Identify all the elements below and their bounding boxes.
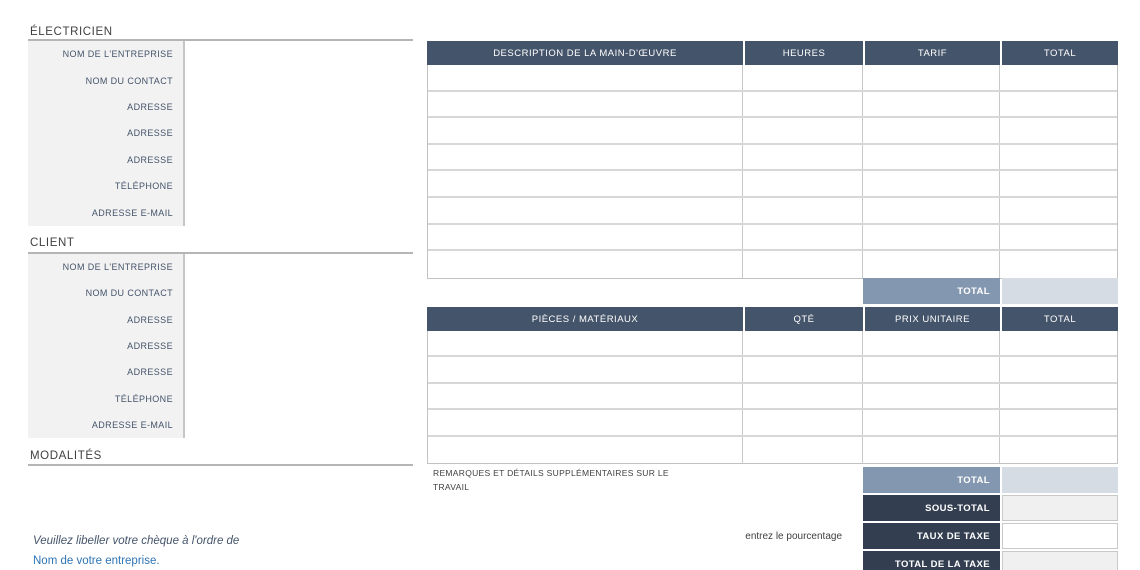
labor-header-description: DESCRIPTION DE LA MAIN-D'ŒUVRE	[493, 47, 677, 59]
section-divider	[28, 464, 413, 466]
parts-table-row	[428, 437, 1117, 463]
labor-total-value[interactable]	[1002, 278, 1118, 304]
summary-label-taux-de-taxe: TAUX DE TAXE	[863, 523, 1000, 549]
parts-table-row	[428, 410, 1117, 436]
form-field-value-input[interactable]	[185, 120, 413, 146]
labor-header-total: TOTAL	[1000, 41, 1118, 65]
summary-label-sous-total: SOUS-TOTAL	[863, 495, 1000, 521]
labor-table-row	[428, 92, 1117, 119]
form-field-value-input[interactable]	[185, 173, 413, 199]
electrician-section-title: ÉLECTRICIEN	[30, 26, 113, 38]
remarks-label: REMARQUES ET DÉTAILS SUPPLÉMENTAIRES SUR LE TRAVAIL	[433, 468, 669, 493]
labor-cell[interactable]	[428, 225, 743, 250]
labor-cell[interactable]	[863, 145, 1000, 170]
labor-total-row	[863, 278, 1118, 304]
form-field-row	[28, 173, 413, 199]
parts-header-description: PIÈCES / MATÉRIAUX	[531, 313, 639, 325]
summary-label-total-de-la-taxe: TOTAL DE LA TAXE	[863, 551, 1000, 570]
labor-table	[427, 41, 1118, 279]
summary-row-total-de-la-taxe	[863, 551, 1118, 570]
summary-value-total[interactable]	[1002, 467, 1118, 493]
labor-table-row	[428, 251, 1117, 278]
form-field-value-input[interactable]	[185, 333, 413, 359]
parts-cell[interactable]	[743, 357, 863, 381]
form-field-row	[28, 200, 413, 226]
parts-cell[interactable]	[1000, 357, 1117, 381]
parts-cell[interactable]	[428, 331, 743, 355]
labor-cell[interactable]	[1000, 225, 1117, 250]
form-field-value-input[interactable]	[185, 147, 413, 173]
form-field-label: NOM DU CONTACT	[28, 280, 185, 306]
labor-cell[interactable]	[743, 171, 863, 196]
form-field-row	[28, 254, 413, 280]
labor-cell[interactable]	[863, 198, 1000, 223]
form-field-value-input[interactable]	[185, 94, 413, 120]
parts-cell[interactable]	[428, 384, 743, 408]
form-field-label: ADRESSE	[28, 359, 185, 385]
labor-cell[interactable]	[863, 92, 1000, 117]
parts-cell[interactable]	[863, 384, 1000, 408]
labor-table-row	[428, 145, 1117, 172]
labor-cell[interactable]	[1000, 198, 1117, 223]
summary-row-total	[863, 467, 1118, 493]
parts-cell[interactable]	[743, 410, 863, 434]
form-field-value-input[interactable]	[185, 67, 413, 93]
labor-table-row	[428, 225, 1117, 252]
modalites-section-title: MODALITÉS	[30, 450, 102, 462]
parts-cell[interactable]	[1000, 437, 1117, 463]
form-field-value-input[interactable]	[185, 307, 413, 333]
parts-table	[427, 307, 1118, 464]
labor-cell[interactable]	[863, 118, 1000, 143]
form-field-row	[28, 120, 413, 146]
summary-row-taux-de-taxe	[863, 523, 1118, 549]
form-field-label: NOM DE L'ENTREPRISE	[28, 41, 185, 67]
labor-cell[interactable]	[428, 251, 743, 278]
parts-cell[interactable]	[1000, 384, 1117, 408]
form-field-row	[28, 385, 413, 411]
form-field-label: ADRESSE	[28, 94, 185, 120]
labor-cell[interactable]	[428, 65, 743, 90]
parts-cell[interactable]	[428, 357, 743, 381]
form-field-row	[28, 147, 413, 173]
labor-table-row	[428, 171, 1117, 198]
labor-cell[interactable]	[863, 65, 1000, 90]
labor-table-header	[427, 41, 1118, 65]
form-field-row	[28, 412, 413, 438]
form-field-label: ADRESSE E-MAIL	[28, 412, 185, 438]
company-name-note: Nom de votre entreprise.	[33, 555, 160, 567]
form-field-value-input[interactable]	[185, 359, 413, 385]
parts-header-unit-price: PRIX UNITAIRE	[863, 307, 1000, 331]
summary-value-total-de-la-taxe[interactable]	[1002, 551, 1118, 570]
labor-table-row	[428, 118, 1117, 145]
labor-cell[interactable]	[1000, 118, 1117, 143]
form-field-row	[28, 280, 413, 306]
form-field-value-input[interactable]	[185, 385, 413, 411]
labor-cell[interactable]	[1000, 145, 1117, 170]
labor-table-row	[428, 65, 1117, 92]
labor-table-body	[427, 65, 1118, 279]
parts-table-row	[428, 384, 1117, 410]
parts-table-row	[428, 357, 1117, 383]
labor-header-rate: TARIF	[863, 41, 1000, 65]
form-field-label: ADRESSE	[28, 120, 185, 146]
labor-cell[interactable]	[743, 65, 863, 90]
parts-cell[interactable]	[863, 437, 1000, 463]
parts-cell[interactable]	[428, 410, 743, 434]
parts-table-row	[428, 331, 1117, 357]
labor-cell[interactable]	[428, 198, 743, 223]
labor-header-hours: HEURES	[743, 41, 863, 65]
parts-header-qty: QTÉ	[743, 307, 863, 331]
labor-table-row	[428, 198, 1117, 225]
parts-cell[interactable]	[428, 437, 743, 463]
labor-cell[interactable]	[863, 171, 1000, 196]
form-field-label: ADRESSE	[28, 307, 185, 333]
labor-cell[interactable]	[428, 118, 743, 143]
parts-header-total: TOTAL	[1000, 307, 1118, 331]
form-field-value-input[interactable]	[185, 412, 413, 438]
labor-cell[interactable]	[743, 145, 863, 170]
parts-cell[interactable]	[863, 331, 1000, 355]
labor-cell[interactable]	[428, 145, 743, 170]
labor-total-label: TOTAL	[863, 278, 1000, 304]
check-payable-note: Veuillez libeller votre chèque à l'ordre de	[33, 535, 240, 547]
tax-rate-hint: entrez le pourcentage	[745, 531, 842, 542]
labor-cell[interactable]	[1000, 171, 1117, 196]
parts-table-body	[427, 331, 1118, 464]
form-field-row	[28, 94, 413, 120]
form-field-label: TÉLÉPHONE	[28, 173, 185, 199]
parts-cell[interactable]	[863, 410, 1000, 434]
labor-cell[interactable]	[743, 198, 863, 223]
client-section-title: CLIENT	[30, 237, 75, 249]
labor-cell[interactable]	[743, 118, 863, 143]
summary-value-sous-total[interactable]	[1002, 495, 1118, 521]
electrician-form	[28, 41, 413, 226]
summary-label-total: TOTAL	[863, 467, 1000, 493]
labor-cell[interactable]	[743, 251, 863, 278]
form-field-label: TÉLÉPHONE	[28, 385, 185, 411]
form-field-row	[28, 333, 413, 359]
summary-value-taux-de-taxe[interactable]	[1002, 523, 1118, 549]
labor-cell[interactable]	[428, 171, 743, 196]
labor-cell[interactable]	[863, 225, 1000, 250]
form-field-label: NOM DE L'ENTREPRISE	[28, 254, 185, 280]
form-field-label: ADRESSE	[28, 147, 185, 173]
parts-cell[interactable]	[1000, 410, 1117, 434]
form-field-row	[28, 359, 413, 385]
form-field-value-input[interactable]	[185, 280, 413, 306]
summary-row-sous-total	[863, 495, 1118, 521]
labor-cell[interactable]	[1000, 251, 1117, 278]
parts-cell[interactable]	[743, 384, 863, 408]
parts-cell[interactable]	[743, 437, 863, 463]
form-field-value-input[interactable]	[185, 41, 413, 67]
parts-cell[interactable]	[743, 331, 863, 355]
labor-cell[interactable]	[1000, 92, 1117, 117]
form-field-value-input[interactable]	[185, 200, 413, 226]
labor-cell[interactable]	[1000, 65, 1117, 90]
labor-cell[interactable]	[743, 92, 863, 117]
form-field-label: ADRESSE	[28, 333, 185, 359]
form-field-label: NOM DU CONTACT	[28, 67, 185, 93]
labor-cell[interactable]	[428, 92, 743, 117]
form-field-row	[28, 67, 413, 93]
parts-table-header	[427, 307, 1118, 331]
form-field-value-input[interactable]	[185, 254, 413, 280]
parts-cell[interactable]	[863, 357, 1000, 381]
client-form	[28, 254, 413, 438]
form-field-label: ADRESSE E-MAIL	[28, 200, 185, 226]
parts-cell[interactable]	[1000, 331, 1117, 355]
form-field-row	[28, 307, 413, 333]
labor-cell[interactable]	[743, 225, 863, 250]
form-field-row	[28, 41, 413, 67]
labor-cell[interactable]	[863, 251, 1000, 278]
